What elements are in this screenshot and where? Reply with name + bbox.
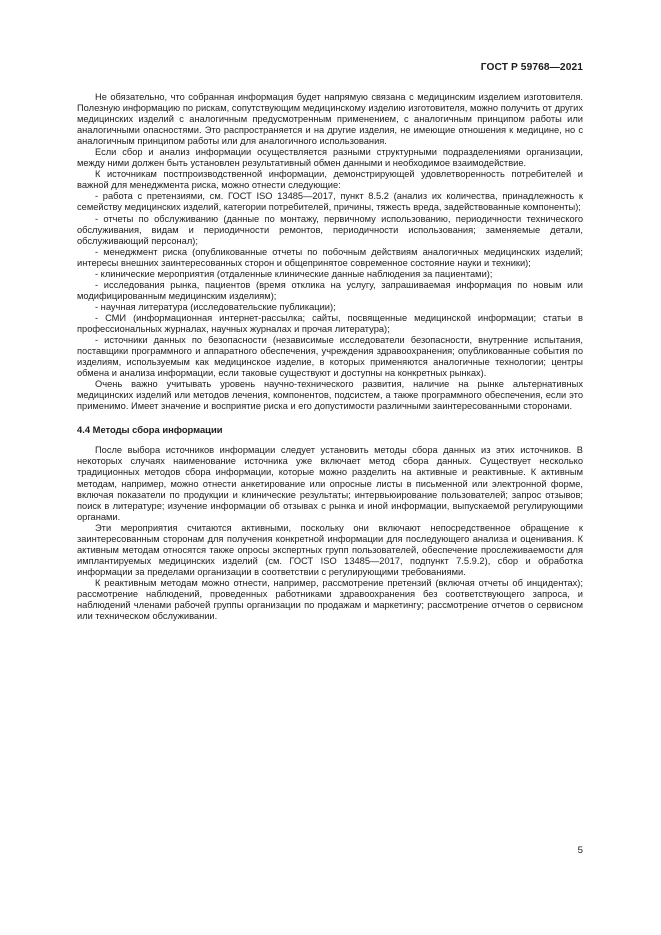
paragraph: Если сбор и анализ информации осуществляется разными структурными подразделениями организации, между ними должен быть установлен результативный обмен данными и необходимое взаимодействие. xyxy=(77,147,583,169)
paragraph: К источникам постпроизводственной информации, демонстрирующей удовлетворенность потребителей и важной для менеджмента риска, можно отнести следующие: xyxy=(77,169,583,191)
section-heading: 4.4 Методы сбора информации xyxy=(77,424,223,436)
list-item: - менеджмент риска (опубликованные отчеты по побочным действиям аналогичных медицинских изделий; интересы внешних заинтересованных сторон и общепринятое современное состояние науки и техники); xyxy=(77,246,583,268)
page-number: 5 xyxy=(577,845,583,856)
paragraph: Очень важно учитывать уровень научно-технического развития, наличие на рынке альтернативных медицинских изделий или методов лечения, компонентов, подсистем, а также программного обеспечения, если это применимо. Имеет значение и восприятие риска и его допустимости различными заинтересованными сторонами. xyxy=(77,379,583,412)
list-item: - источники данных по безопасности (независимые исследователи безопасности, внутренние испытания, поставщики программного и аппаратного обеспечения, учреждения здравоохранения; опубликованные события по изделиям, используемым как медицинское изделие, в которых применяются аналогичные технологии; центры обмена и анализа информации, если таковые существуют и доступны на конкретных рынках). xyxy=(77,335,583,379)
list-item: - исследования рынка, пациентов (время отклика на услугу, запрашиваемая информация по новым или модифицированным медицинским изделиям); xyxy=(77,279,583,301)
list-item: - работа с претензиями, см. ГОСТ ISO 13485—2017, пункт 8.5.2 (анализ их количества, принадлежность к семейству медицинских изделий, категории потребителей, причины, тяжесть вреда, задействованные компоненты); xyxy=(77,191,583,213)
paragraph: После выбора источников информации следует установить методы сбора данных из этих источников. В некоторых случаях наименование источника уже включает метод сбора данных. Существует несколько традиционных методов сбора информации, которые можно разделить на активные и реактивные. К активным методам, например, можно отнести анкетирование или опросные листы в письменной или электронной форме, включая показатели по продукции и клинические результаты; интервьюирование пользователей; запрос отзывов; поиск в литературе; изучение информации об отзывах с рынка и иной информации, выпускаемой регулирующими органами. xyxy=(77,445,583,522)
list-item: - клинические мероприятия (отдаленные клинические данные наблюдения за пациентами); xyxy=(95,268,493,279)
paragraph: К реактивным методам можно отнести, например, рассмотрение претензий (включая отчеты об инцидентах); рассмотрение наблюдений, проведенных работниками здравоохранения без соответствующего запроса, и наблюдений членами рабочей группы организации по продажам и маркетингу; рассмотрение отчетов о сервисном или техническом обслуживании. xyxy=(77,577,583,622)
paragraph: Эти мероприятия считаются активными, поскольку они включают непосредственное обращение к заинтересованным сторонам для получения конкретной информации для последующего анализа и оценивания. К активным методам относятся также опросы экспертных групп пользователей, обеспечение прослеживаемости для имплантируемых медицинских изделий (см. ГОСТ ISO 13485—2017, подпункт 7.5.9.2), сбор и обработка информации за пределами организации в соответствии с регулирующими требованиями. xyxy=(77,522,583,577)
page-body xyxy=(77,92,583,622)
list-item: - научная литература (исследовательские публикации); xyxy=(95,301,336,312)
list-item: - СМИ (информационная интернет-рассылка; сайты, посвященные медицинской информации; статьи в профессиональных журналах, научных журналах и прочая литература); xyxy=(77,312,583,334)
paragraph: Не обязательно, что собранная информация будет напрямую связана с медицинским изделием изготовителя. Полезную информацию по рискам, сопутствующим медицинскому изделию изготовителя, можно получить от других медицинских изделий с аналогичным предусмотренным применением, с аналогичным принципом работы или аналогичными опасностями. Это распространяется и на другие изделия, не имеющие отношения к медицине, но с аналогичным принципом работы или для аналогичного использования. xyxy=(77,92,583,147)
document-number: ГОСТ Р 59768—2021 xyxy=(480,62,583,73)
list-item: - отчеты по обслуживанию (данные по монтажу, первичному использованию, периодичности технического обслуживания, видам и периодичности ремонтов, периодичности использования; заменяемые детали, обслуживающий персонал); xyxy=(77,213,583,246)
